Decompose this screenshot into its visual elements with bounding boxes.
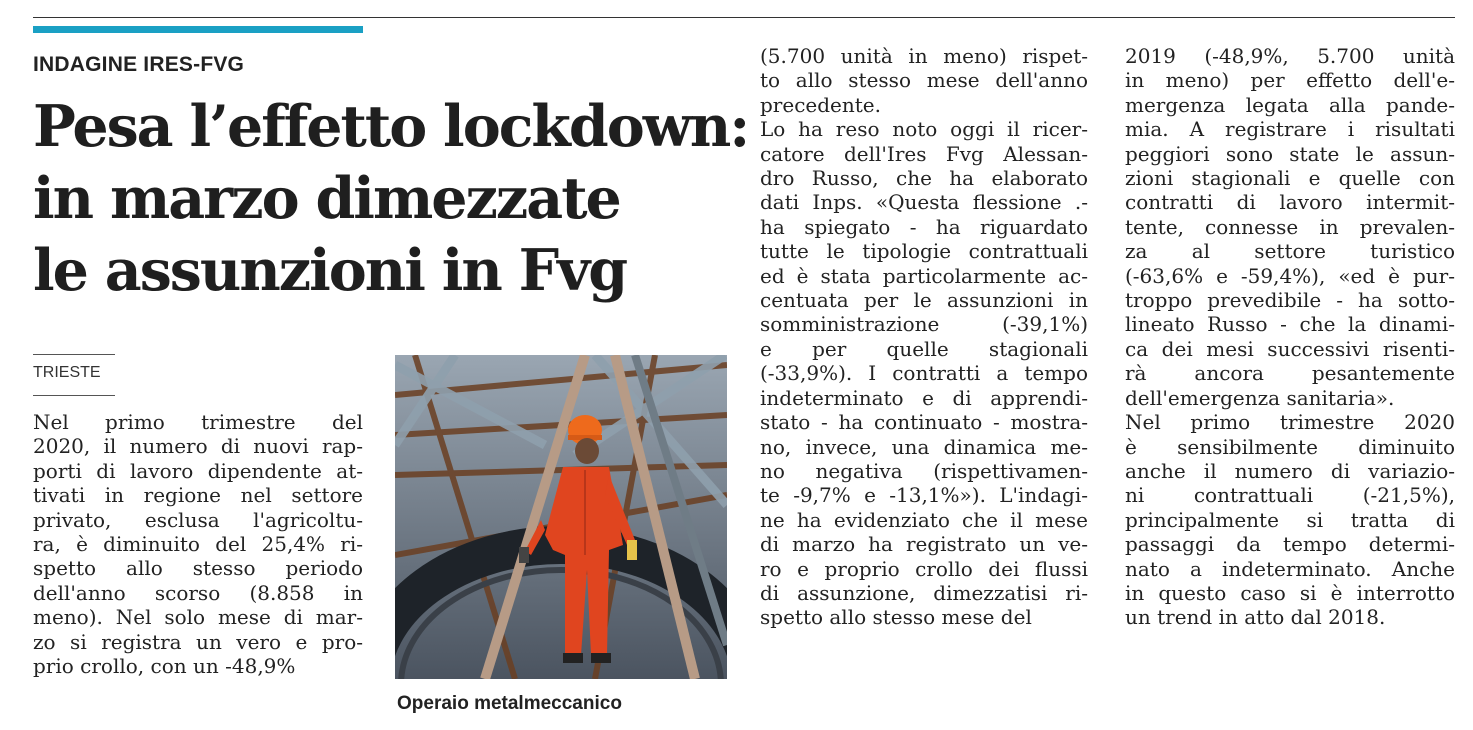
top-rule [33, 17, 1455, 18]
body-line: e per quelle stagionali [760, 336, 1088, 361]
body-line: di marzo ha registrato un ve- [760, 532, 1088, 557]
kicker: INDAGINE IRES-FVG [33, 53, 245, 76]
body-line: precedente. [760, 92, 881, 117]
body-line: contratti di lavoro intermit- [1125, 190, 1455, 215]
body-line: (5.700 unità in meno) rispet- [760, 44, 1088, 68]
body-line: ro e proprio crollo dei flussi [760, 556, 1088, 581]
dateline: TRIESTE [33, 364, 101, 381]
body-line: za al settore turistico [1125, 239, 1455, 264]
body-column-1 [33, 410, 363, 678]
body-line: ca dei mesi successivi risenti- [1125, 336, 1455, 361]
body-line: di assunzione, dimezzatisi ri- [760, 580, 1088, 605]
body-line: ed è stata particolarmente ac- [760, 263, 1088, 288]
worker-photo [395, 355, 727, 679]
body-line: tutte le tipologie contrattuali [760, 239, 1088, 264]
body-line: indeterminato e di apprendi- [760, 385, 1088, 410]
body-line: dell'anno scorso (8.858 in [33, 580, 363, 605]
body-line: privato, esclusa l'agricoltu- [33, 507, 363, 532]
body-line: dati Inps. «Questa flessione .- [760, 190, 1088, 215]
body-line: zo si registra un vero e pro- [33, 629, 363, 654]
body-line: mergenza legata alla pande- [1125, 92, 1455, 117]
body-line: catore dell'Ires Fvg Alessan- [760, 141, 1088, 166]
body-line: 2020, il numero di nuovi rap- [33, 434, 363, 459]
body-line: in questo caso si è interrotto [1125, 580, 1455, 605]
body-line: Lo ha reso noto oggi il ricer- [760, 117, 1088, 142]
body-line: porti di lavoro dipendente at- [33, 458, 363, 483]
headline-line: in marzo dimezzate [33, 165, 620, 232]
body-line: te -9,7% e -13,1%»). L'indagi- [760, 483, 1088, 508]
body-line: lineato Russo - che la dinami- [1125, 312, 1455, 337]
dateline-rule-top [33, 354, 115, 355]
body-line: rà ancora pesantemente [1125, 361, 1455, 386]
photo-caption: Operaio metalmeccanico [397, 693, 622, 714]
body-line: è sensibilmente diminuito [1125, 434, 1455, 459]
body-line: tente, connesse in prevalen- [1125, 214, 1455, 239]
body-line: spetto allo stesso periodo [33, 556, 363, 581]
body-line: ne ha evidenziato che il mese [760, 507, 1088, 532]
body-line: Nel primo trimestre del [33, 410, 363, 434]
body-line: stato - ha continuato - mostra- [760, 410, 1088, 435]
body-line: Nel primo trimestre 2020 [1125, 410, 1455, 435]
body-line: passaggi da tempo determi- [1125, 532, 1455, 557]
body-line: anche il numero di variazio- [1125, 458, 1455, 483]
body-line: prio crollo, con un -48,9% [33, 654, 296, 679]
body-line: troppo prevedibile - ha sotto- [1125, 288, 1455, 313]
headline-line: le assunzioni in Fvg [33, 237, 627, 304]
body-line: centuata per le assunzioni in [760, 288, 1088, 313]
body-line: to allo stesso mese dell'anno [760, 68, 1088, 93]
body-line: mia. A registrare i risultati [1125, 117, 1455, 142]
body-line: zioni stagionali e quelle con [1125, 166, 1455, 191]
headline [33, 91, 753, 307]
body-line: ra, è diminuito del 25,4% ri- [33, 532, 363, 557]
body-column-3 [1125, 44, 1455, 630]
body-line: no, invece, una dinamica me- [760, 434, 1088, 459]
body-line: (-33,9%). I contratti a tempo [760, 361, 1088, 386]
body-line: in meno) per effetto dell'e- [1125, 68, 1455, 93]
body-column-2 [760, 44, 1088, 630]
body-line: ha spiegato - ha riguardato [760, 214, 1088, 239]
body-line: somministrazione (-39,1%) [760, 312, 1088, 337]
body-line: tivati in regione nel settore [33, 483, 363, 508]
body-line: no negativa (rispettivamen- [760, 458, 1088, 483]
body-line: spetto allo stesso mese del [760, 605, 1032, 630]
body-line: meno). Nel solo mese di mar- [33, 605, 363, 630]
section-accent-bar [33, 26, 363, 33]
body-line: (-63,6% e -59,4%), «ed è pur- [1125, 263, 1455, 288]
body-line: principalmente si tratta di [1125, 507, 1455, 532]
body-line: dell'emergenza sanitaria». [1125, 385, 1395, 410]
dateline-rule-bottom [33, 395, 115, 396]
body-line: ni contrattuali (-21,5%), [1125, 483, 1455, 508]
body-line: un trend in atto dal 2018. [1125, 605, 1386, 630]
body-line: 2019 (-48,9%, 5.700 unità [1125, 44, 1455, 68]
headline-line: Pesa l’effetto lockdown: [33, 93, 749, 160]
body-line: peggiori sono state le assun- [1125, 141, 1455, 166]
body-line: nato a indeterminato. Anche [1125, 556, 1455, 581]
body-line: dro Russo, che ha elaborato [760, 166, 1088, 191]
